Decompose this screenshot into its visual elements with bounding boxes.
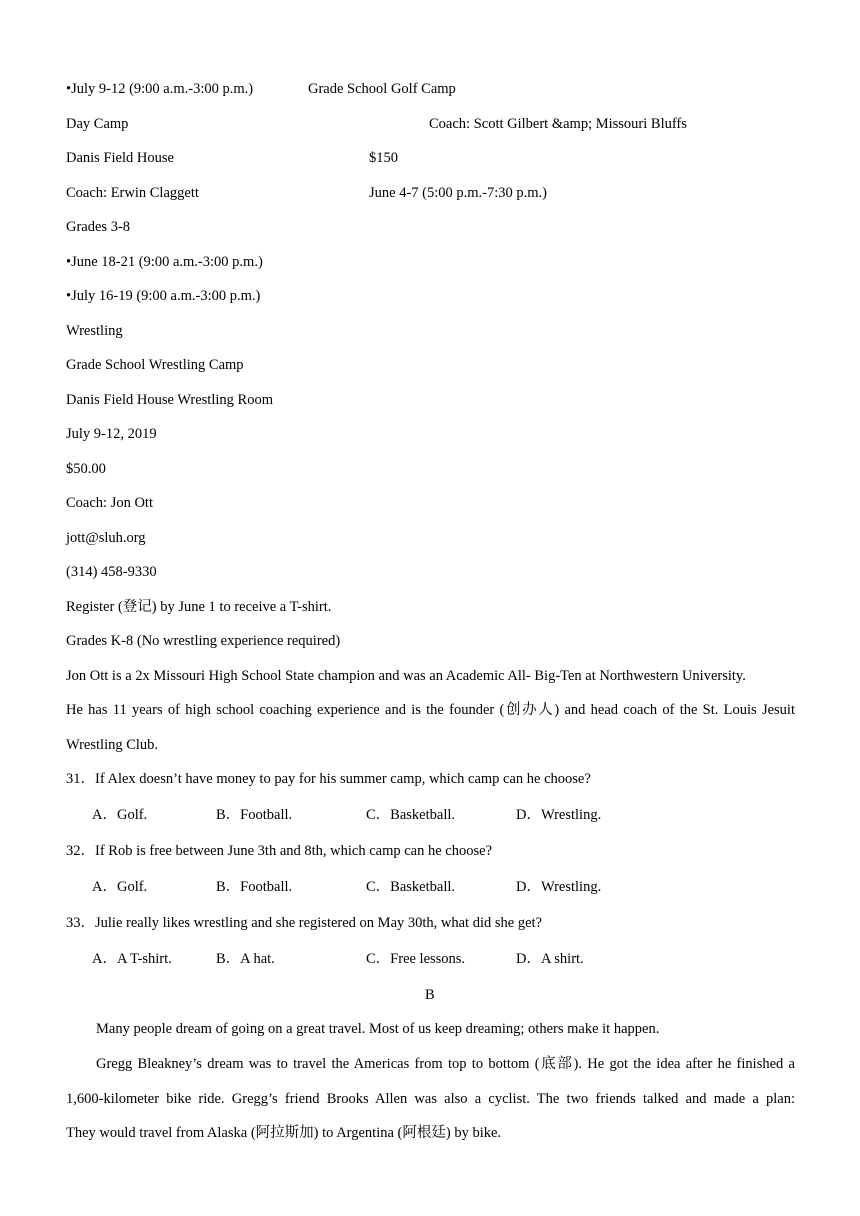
wrestling-location: Danis Field House Wrestling Room [66, 392, 273, 408]
day-camp-coach: Coach: Erwin Claggett [66, 185, 199, 201]
q31-option-c: C．Basketball. [366, 807, 456, 823]
q31-option-b: B．Football. [216, 807, 293, 823]
schedule-june-18-21: •June 18-21 (9:00 a.m.-3:00 p.m.) [66, 254, 263, 270]
wrestling-phone: (314) 458-9330 [66, 564, 157, 580]
wrestling-price: $50.00 [66, 461, 106, 477]
question-32: 32．If Rob is free between June 3th and 8th, which camp can he choose? [66, 843, 493, 859]
schedule-july-16-19: •July 16-19 (9:00 a.m.-3:00 p.m.) [66, 288, 261, 304]
passage-b-paragraph-2-line-3: They would travel from Alaska (阿拉斯加) to Argentina (阿根廷) by bike. [66, 1125, 502, 1141]
coach-bio-line-1: Jon Ott is a 2x Missouri High School State champion and was an Academic All- Big-Ten at Northwestern University. [66, 668, 746, 684]
coach-bio-line-3: Wrestling Club. [66, 737, 159, 753]
passage-b-paragraph-2-line-1: Gregg Bleakney’s dream was to travel the Americas from top to bottom (底部). He got the idea after he finished a [96, 1056, 795, 1072]
day-camp-label: Day Camp [66, 116, 129, 132]
wrestling-camp-title: Grade School Wrestling Camp [66, 357, 244, 373]
q32-option-d: D．Wrestling. [516, 879, 602, 895]
q32-option-a: A．Golf. [92, 879, 148, 895]
wrestling-email: jott@sluh.org [66, 530, 146, 546]
wrestling-date: July 9-12, 2019 [66, 426, 157, 442]
golf-coach: Coach: Scott Gilbert &amp; Missouri Bluffs [429, 116, 687, 132]
wrestling-grades: Grades K-8 (No wrestling experience required) [66, 633, 341, 649]
q33-option-c: C．Free lessons. [366, 951, 466, 967]
question-33: 33．Julie really likes wrestling and she registered on May 30th, what did she get? [66, 915, 542, 931]
wrestling-heading: Wrestling [66, 323, 123, 339]
day-camp-location: Danis Field House [66, 150, 174, 166]
q32-option-c: C．Basketball. [366, 879, 456, 895]
golf-camp-title: Grade School Golf Camp [308, 81, 456, 97]
golf-dates: June 4-7 (5:00 p.m.-7:30 p.m.) [369, 185, 548, 201]
q33-option-b: B．A hat. [216, 951, 275, 967]
day-camp-grades: Grades 3-8 [66, 219, 131, 235]
q33-option-d: D．A shirt. [516, 951, 584, 967]
coach-bio-line-2: He has 11 years of high school coaching experience and is the founder (创办人) and head coach of the St. Louis Jesuit [66, 702, 795, 718]
q31-option-d: D．Wrestling. [516, 807, 602, 823]
passage-b-paragraph-1: Many people dream of going on a great travel. Most of us keep dreaming; others make it happen. [96, 1021, 660, 1037]
passage-b-heading: B [425, 987, 435, 1003]
q33-option-a: A．A T-shirt. [92, 951, 172, 967]
schedule-july-9-12: •July 9-12 (9:00 a.m.-3:00 p.m.) [66, 81, 254, 97]
register-note: Register (登记) by June 1 to receive a T-shirt. [66, 599, 332, 615]
wrestling-coach: Coach: Jon Ott [66, 495, 153, 511]
q32-option-b: B．Football. [216, 879, 293, 895]
golf-price: $150 [369, 150, 398, 166]
q31-option-a: A．Golf. [92, 807, 148, 823]
passage-b-paragraph-2-line-2: 1,600-kilometer bike ride. Gregg’s friend Brooks Allen was also a cyclist. The two friends talked and made a plan: [66, 1091, 795, 1107]
question-31: 31．If Alex doesn’t have money to pay for his summer camp, which camp can he choose? [66, 771, 591, 787]
